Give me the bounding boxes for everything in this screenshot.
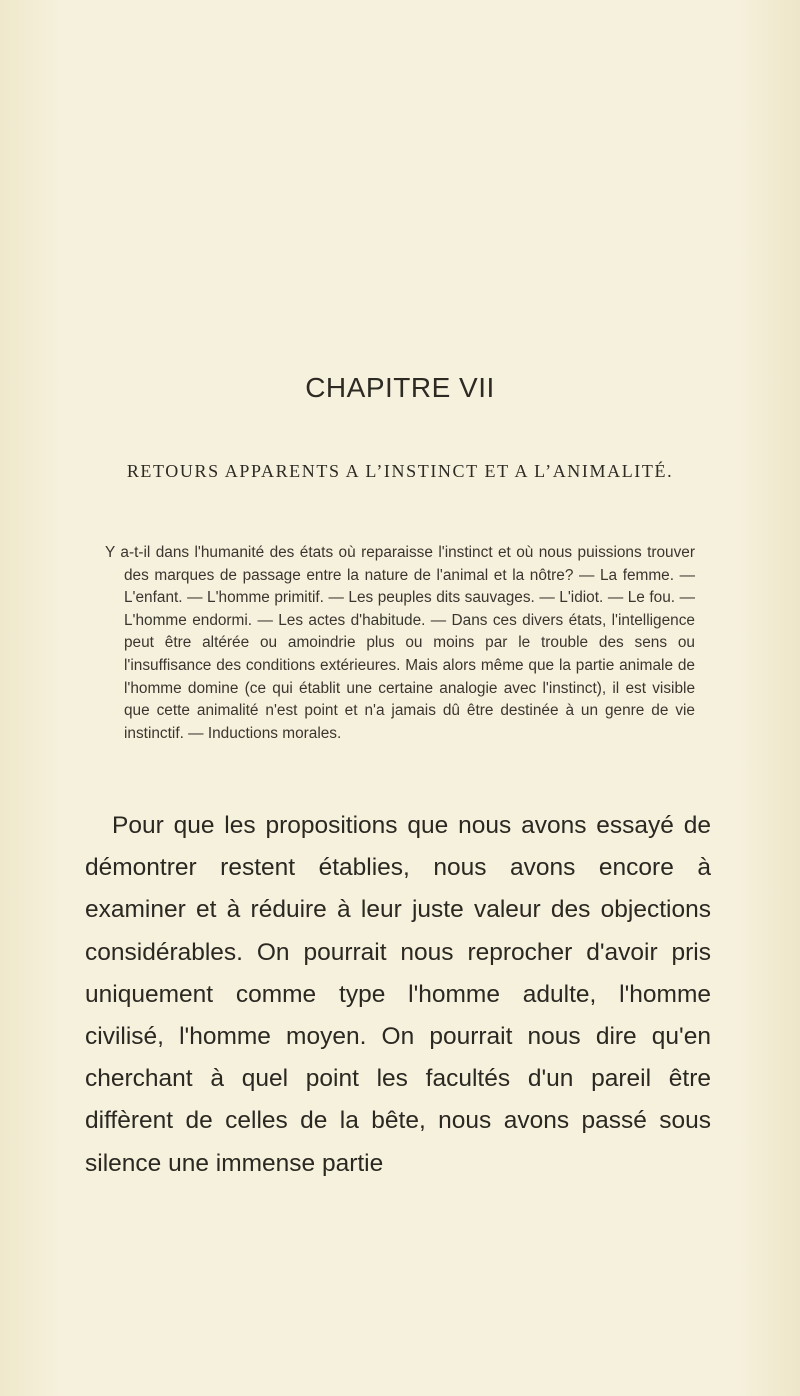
body-paragraph: Pour que les propositions que nous avons essayé de démontrer restent établies, nous avons encore à examiner et à réduire à leur juste valeur des objections considérables. On pourrait nous reprocher d'avoir pris uniquement comme type l'homme adulte, l'homme civilisé, l'homme moyen. On pourrait nous dire qu'en cherchant à quel point les facultés d'un pareil être diffèrent de celles de la bête, nous avons passé sous silence une immense partie [85,812,711,1177]
chapter-title: CHAPITRE VII [305,372,495,403]
chapter-subtitle: RETOURS APPARENTS A L’INSTINCT ET A L’ANIMALITÉ. [126,461,674,481]
chapter-summary [105,542,695,745]
summary-text: Y a-t-il dans l'humanité des états où reparaisse l'instinct et où nous puissions trouver des marques de passage entre la nature de l'animal et la nôtre? — La femme. — L'enfant. — L'homme primitif. — Les peuples dits sauvages. — L'idiot. — Le fou. — L'homme endormi. — Les actes d'habitude. — Dans ces divers états, l'intelligence peut être altérée ou amoindrie plus ou moins par le trouble des sens ou l'insuffisance des conditions extérieures. Mais alors même que la partie animale de l'homme domine (ce qui établit une certaine analogie avec l'instinct), il est visible que cette animalité n'est point et n'a jamais dû être destinée à un genre de vie instinctif. — Inductions morales. [105,544,695,742]
body-text [85,805,711,1185]
